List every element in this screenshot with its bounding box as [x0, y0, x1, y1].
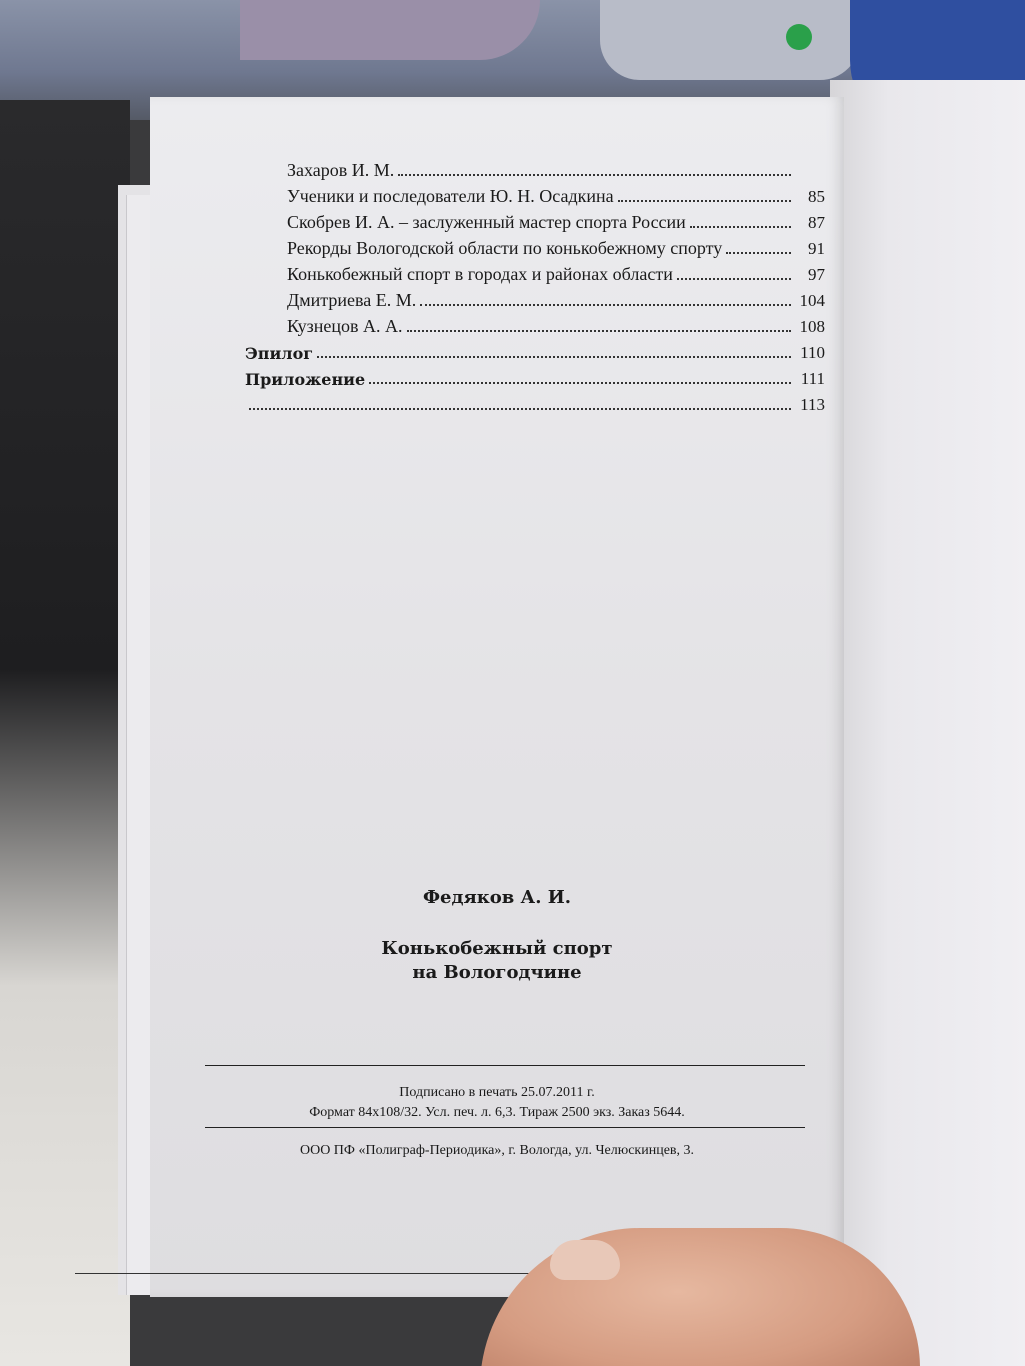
toc-entry — [245, 363, 825, 389]
toc-entry-label: Кузнецов А. А. — [287, 316, 403, 336]
toc-leader-dots — [618, 200, 791, 202]
book-author: Федяков А. И. — [422, 887, 572, 908]
toc-entry-page: 104 — [799, 291, 825, 310]
book-title-line: Конькобежный спорт — [381, 938, 613, 959]
toc-entry-page: 111 — [800, 369, 825, 388]
toc-entry-page: 97 — [808, 265, 825, 284]
background-shape — [600, 0, 860, 80]
toc-entry-label: Ученики и последователи Ю. Н. Осадкина — [287, 186, 614, 206]
book-page — [150, 97, 844, 1297]
toc-entry — [245, 337, 825, 363]
toc-entry — [245, 155, 825, 181]
thumb-nail — [550, 1240, 620, 1280]
toc-entry — [245, 181, 825, 207]
toc-entry-page: 85 — [808, 187, 825, 206]
toc-leader-dots — [726, 252, 791, 254]
background-left — [0, 100, 130, 1366]
toc-entry-label: Эпилог — [245, 344, 314, 363]
toc-leader-dots — [407, 330, 791, 332]
divider-line — [205, 1127, 805, 1128]
toc-entry-label: Захаров И. М. — [287, 160, 395, 180]
toc-entry-page: 110 — [800, 343, 825, 362]
book-title — [150, 937, 844, 985]
green-pin — [786, 24, 812, 50]
toc-entry — [245, 259, 825, 285]
toc-entry — [245, 285, 825, 311]
table-of-contents — [245, 155, 825, 415]
imprint-printer: ООО ПФ «Полиграф-Периодика», г. Вологда, ул. Челюскинцев, 3. — [299, 1143, 695, 1158]
toc-leader-dots — [420, 304, 791, 306]
toc-entry-page: 91 — [808, 239, 825, 258]
toc-leader-dots — [249, 408, 791, 410]
book-title-line: на Вологодчине — [412, 962, 582, 983]
toc-leader-dots — [677, 278, 791, 280]
imprint-format: Формат 84x108/32. Усл. печ. л. 6,3. Тираж 2500 экз. Заказ 5644. — [309, 1105, 685, 1120]
toc-entry-label: Приложение — [245, 370, 366, 389]
toc-entry-label: Рекорды Вологодской области по конькобежному спорту — [287, 238, 723, 258]
toc-entry-label: Конькобежный спорт в городах и районах области — [287, 264, 673, 284]
toc-entry-page: 113 — [800, 395, 825, 414]
imprint-signed: Подписано в печать 25.07.2011 г. — [399, 1085, 595, 1100]
toc-entry — [245, 233, 825, 259]
toc-entry — [245, 207, 825, 233]
toc-entry-page: 87 — [808, 213, 825, 232]
toc-leader-dots — [398, 174, 791, 176]
divider-line — [205, 1065, 805, 1066]
toc-entry — [245, 389, 825, 415]
toc-entry-page: 108 — [799, 317, 825, 336]
toc-leader-dots — [369, 382, 791, 384]
toc-entry-label: Дмитриева Е. М. — [287, 290, 417, 310]
background-shape — [240, 0, 540, 60]
toc-leader-dots — [690, 226, 791, 228]
toc-entry-label: Скобрев И. А. – заслуженный мастер спорта России — [287, 212, 686, 232]
toc-leader-dots — [317, 356, 791, 358]
toc-entry — [245, 311, 825, 337]
facing-page — [830, 80, 1025, 1366]
